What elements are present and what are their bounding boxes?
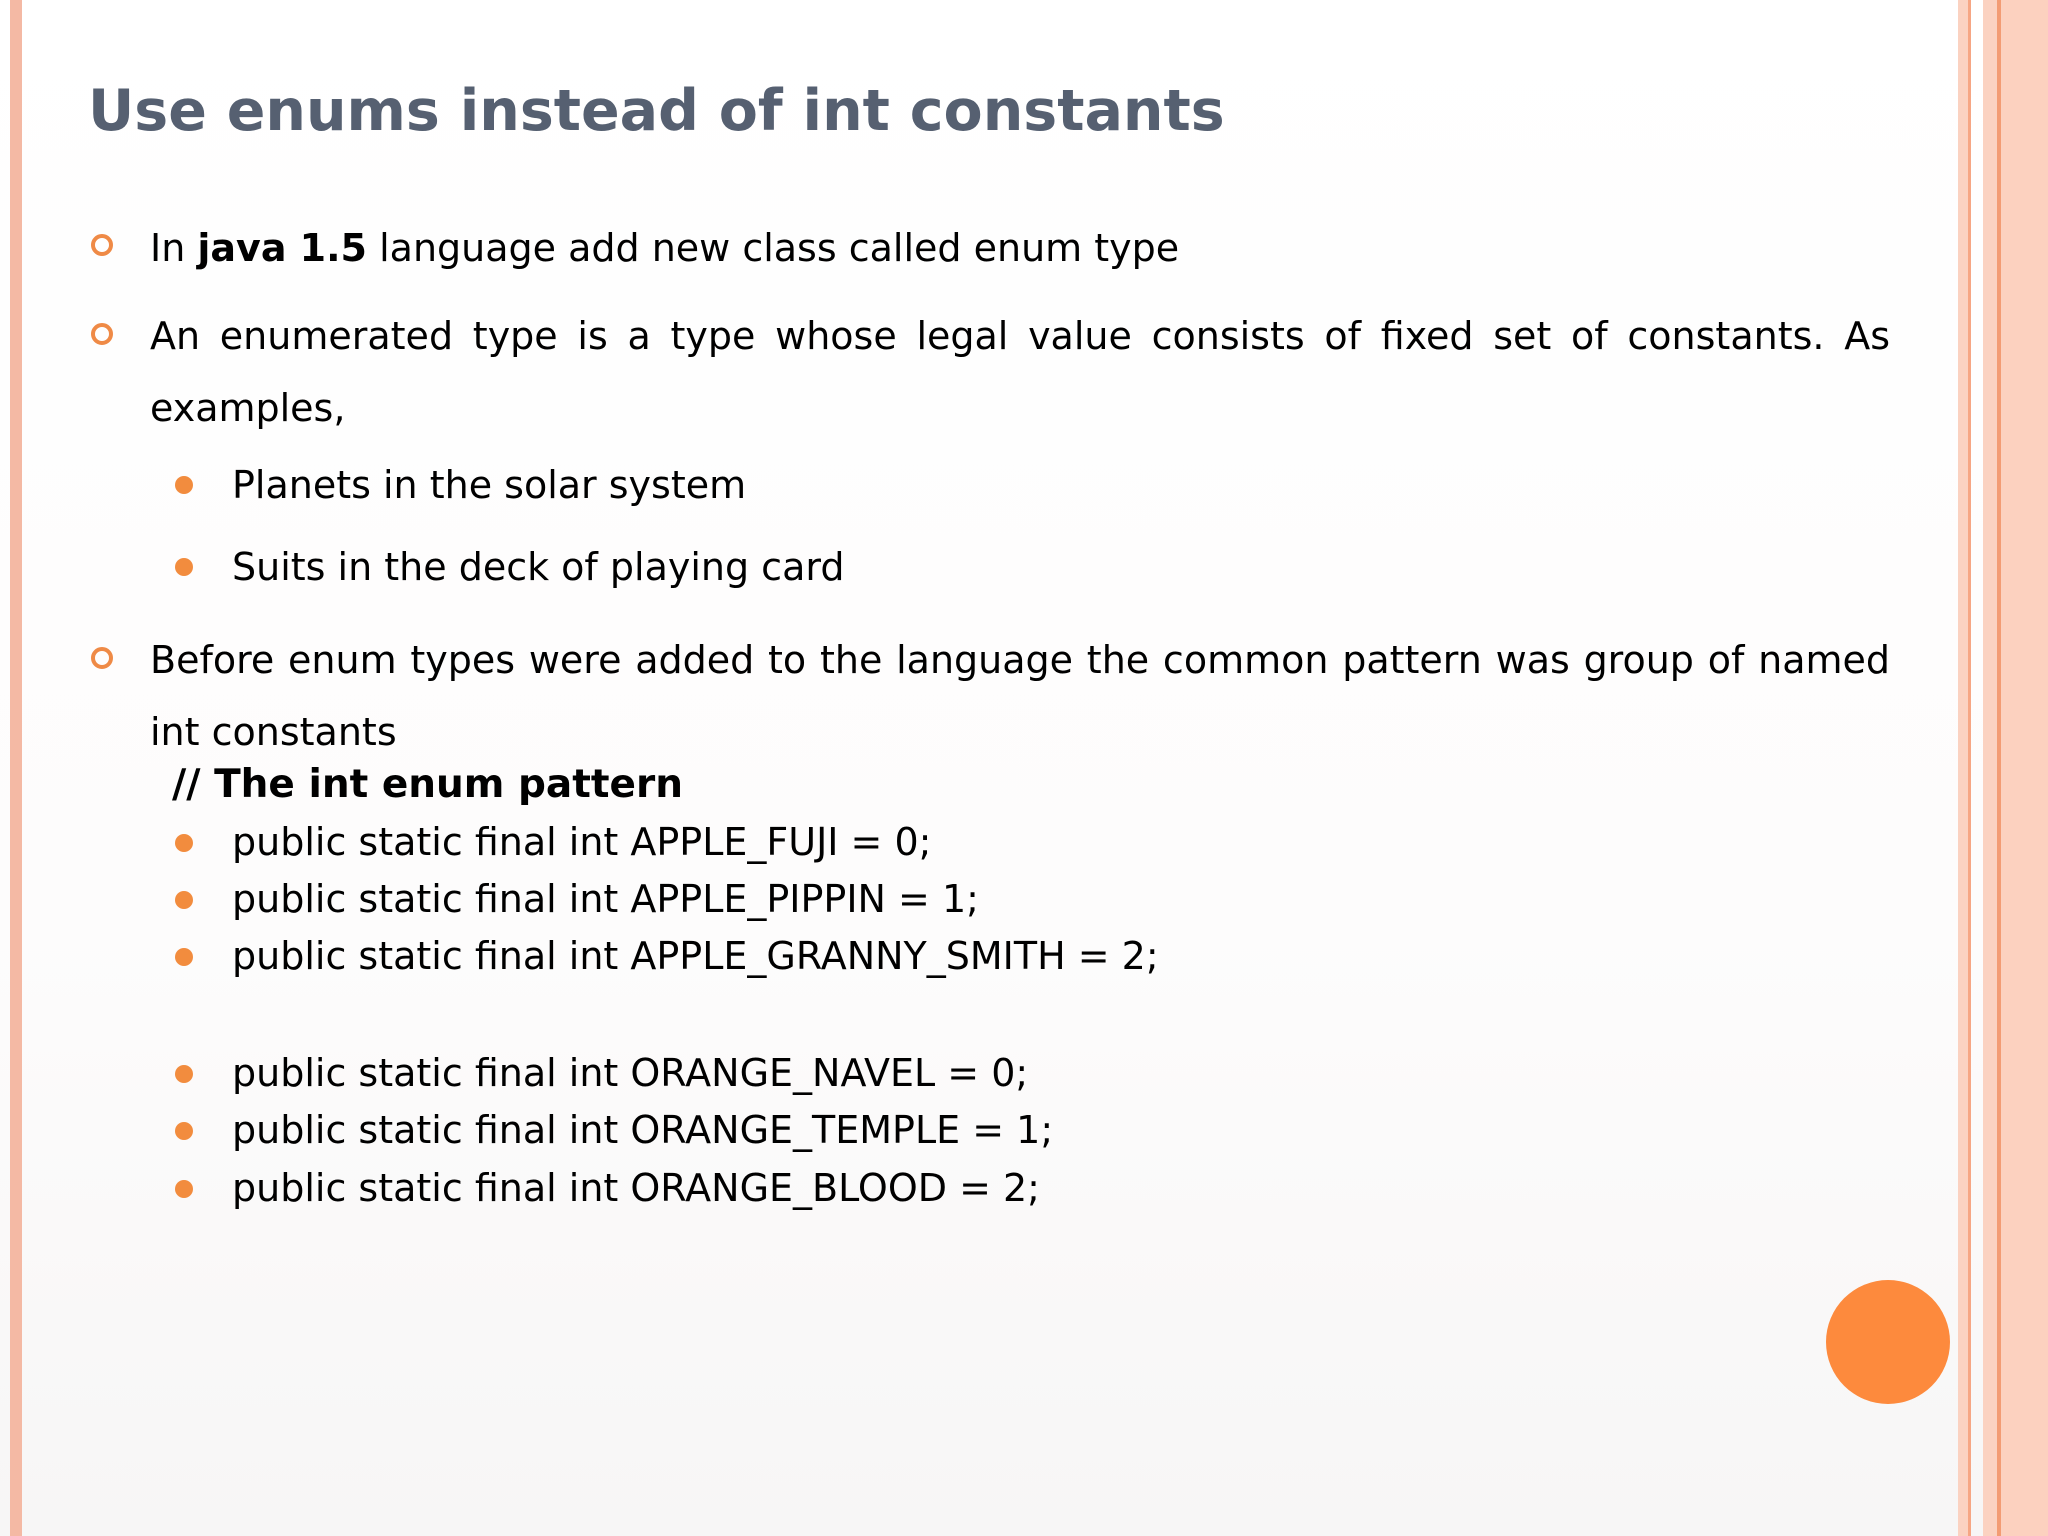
- bullet-java-enum: [150, 212, 1890, 284]
- ring-bullet-icon: [91, 323, 113, 345]
- code-line-apple-pippin: public static final int APPLE_PIPPIN = 1;: [232, 877, 979, 921]
- dot-bullet-icon: [175, 891, 193, 909]
- bullet-text-bold: java 1.5: [197, 226, 368, 270]
- right-stripe-decoration: [1983, 0, 1997, 1536]
- code-line-apple-fuji: public static final int APPLE_FUJI = 0;: [232, 820, 932, 864]
- slide-title: Use enums instead of int constants: [88, 78, 1225, 144]
- sub-bullet-planets: Planets in the solar system: [232, 463, 747, 507]
- orange-circle-decoration: [1826, 1280, 1950, 1404]
- dot-bullet-icon: [175, 1122, 193, 1140]
- code-line-orange-navel: public static final int ORANGE_NAVEL = 0;: [232, 1051, 1029, 1095]
- bullet-text-prefix: In: [150, 226, 198, 270]
- right-stripe-decoration: [1968, 0, 1971, 1536]
- code-line-orange-blood: public static final int ORANGE_BLOOD = 2;: [232, 1166, 1040, 1210]
- dot-bullet-icon: [175, 1065, 193, 1083]
- dot-bullet-icon: [175, 948, 193, 966]
- code-comment-heading: // The int enum pattern: [172, 762, 683, 807]
- ring-bullet-icon: [91, 647, 113, 669]
- dot-bullet-icon: [175, 834, 193, 852]
- code-line-apple-granny-smith: public static final int APPLE_GRANNY_SMITH = 2;: [232, 934, 1159, 978]
- ring-bullet-icon: [91, 234, 113, 256]
- bullet-before-enum: Before enum types were added to the language the common pattern was group of named int constants: [150, 638, 1890, 754]
- dot-bullet-icon: [175, 1180, 193, 1198]
- bullet-text-suffix: language add new class called enum type: [367, 226, 1180, 270]
- left-border-decoration: [10, 0, 22, 1536]
- sub-bullet-suits: Suits in the deck of playing card: [232, 545, 845, 589]
- dot-bullet-icon: [175, 558, 193, 576]
- bullet-enumerated-type: An enumerated type is a type whose legal value consists of fixed set of constants. As examples,: [150, 314, 1890, 430]
- dot-bullet-icon: [175, 476, 193, 494]
- code-line-orange-temple: public static final int ORANGE_TEMPLE = 1;: [232, 1108, 1054, 1152]
- right-stripe-decoration: [1958, 0, 1968, 1536]
- right-stripe-decoration: [2001, 0, 2048, 1536]
